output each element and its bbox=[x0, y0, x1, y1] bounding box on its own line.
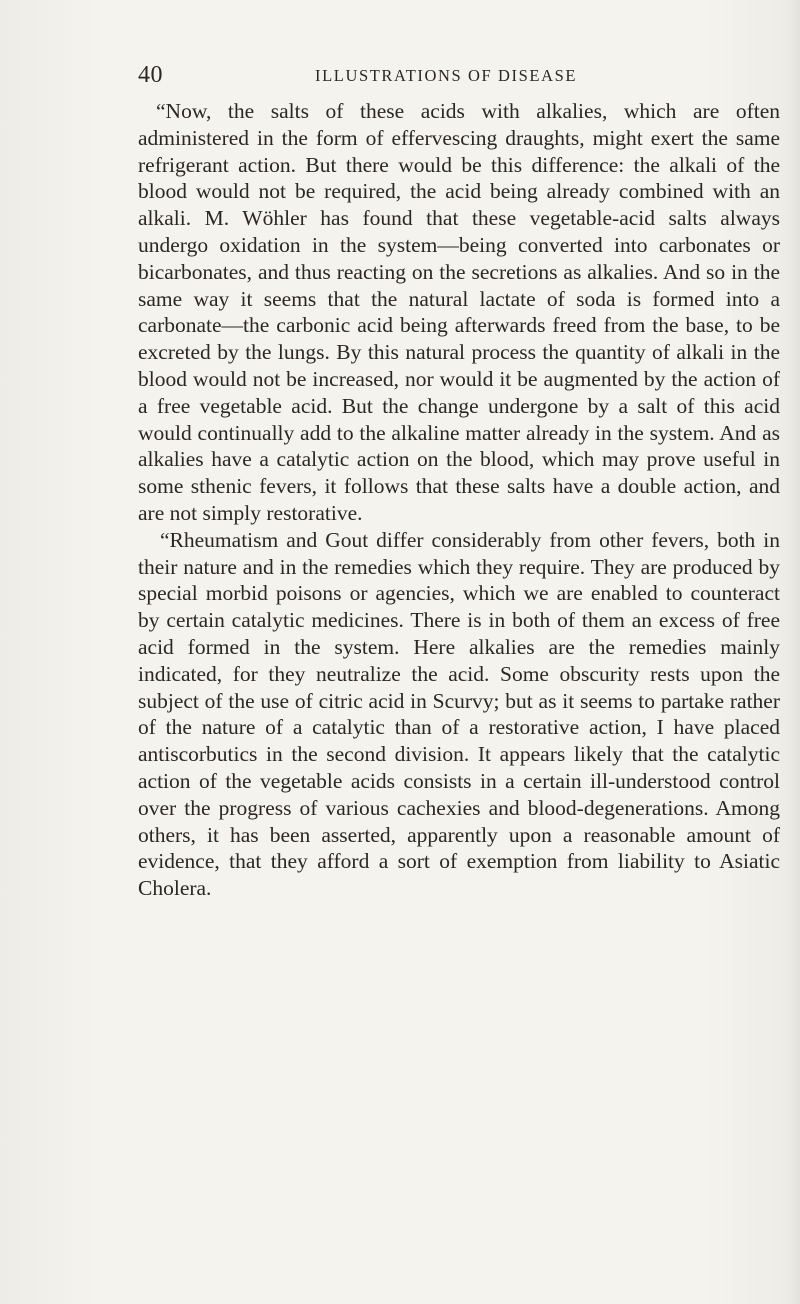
body-text bbox=[138, 98, 780, 902]
page-edge-shadow bbox=[786, 0, 800, 1304]
paragraph-1: “Now, the salts of these acids with alkalies, which are often administered in the form of effervescing draughts, might exert the same refrigerant action. But there would be this difference: the alkali of the blood would not be required, the acid being already combined with an alkali. M. Wöhler has found that these vegetable-acid salts always undergo oxidation in the system—being converted into carbonates or bicarbonates, and thus reacting on the secretions as alkalies. And so in the same way it seems that the natural lactate of soda is formed into a carbonate—the carbonic acid being afterwards freed from the base, to be excreted by the lungs. By this natural process the quantity of alkali in the blood would not be increased, nor would it be augmented by the action of a free vegetable acid. But the change undergone by a salt of this acid would continually add to the alkaline matter already in the system. And as alkalies have a catalytic action on the blood, which may prove useful in some sthenic fevers, it follows that these salts have a double action, and are not simply restorative. bbox=[138, 99, 780, 525]
page-number: 40 bbox=[138, 62, 163, 88]
page-header bbox=[138, 62, 798, 96]
paragraph-2: “Rheumatism and Gout differ considerably from other fevers, both in their nature and in the remedies which they require. They are produced by special morbid poisons or agencies, which we are enabled to counteract by certain catalytic medicines. There is in both of them an excess of free acid formed in the system. Here alkalies are the remedies mainly indicated, for they neutralize the acid. Some obscurity rests upon the subject of the use of citric acid in Scurvy; but as it seems to partake rather of the nature of a catalytic than of a restorative action, I have placed antiscorbutics in the second division. It appears likely that the catalytic action of the vegetable acids consists in a certain ill-understood control over the progress of various cachexies and blood-degenerations. Among others, it has been asserted, apparently upon a reasonable amount of evidence, that they afford a sort of exemption from liability to Asiatic Cholera. bbox=[138, 527, 780, 901]
running-head: ILLUSTRATIONS OF DISEASE bbox=[315, 66, 578, 85]
